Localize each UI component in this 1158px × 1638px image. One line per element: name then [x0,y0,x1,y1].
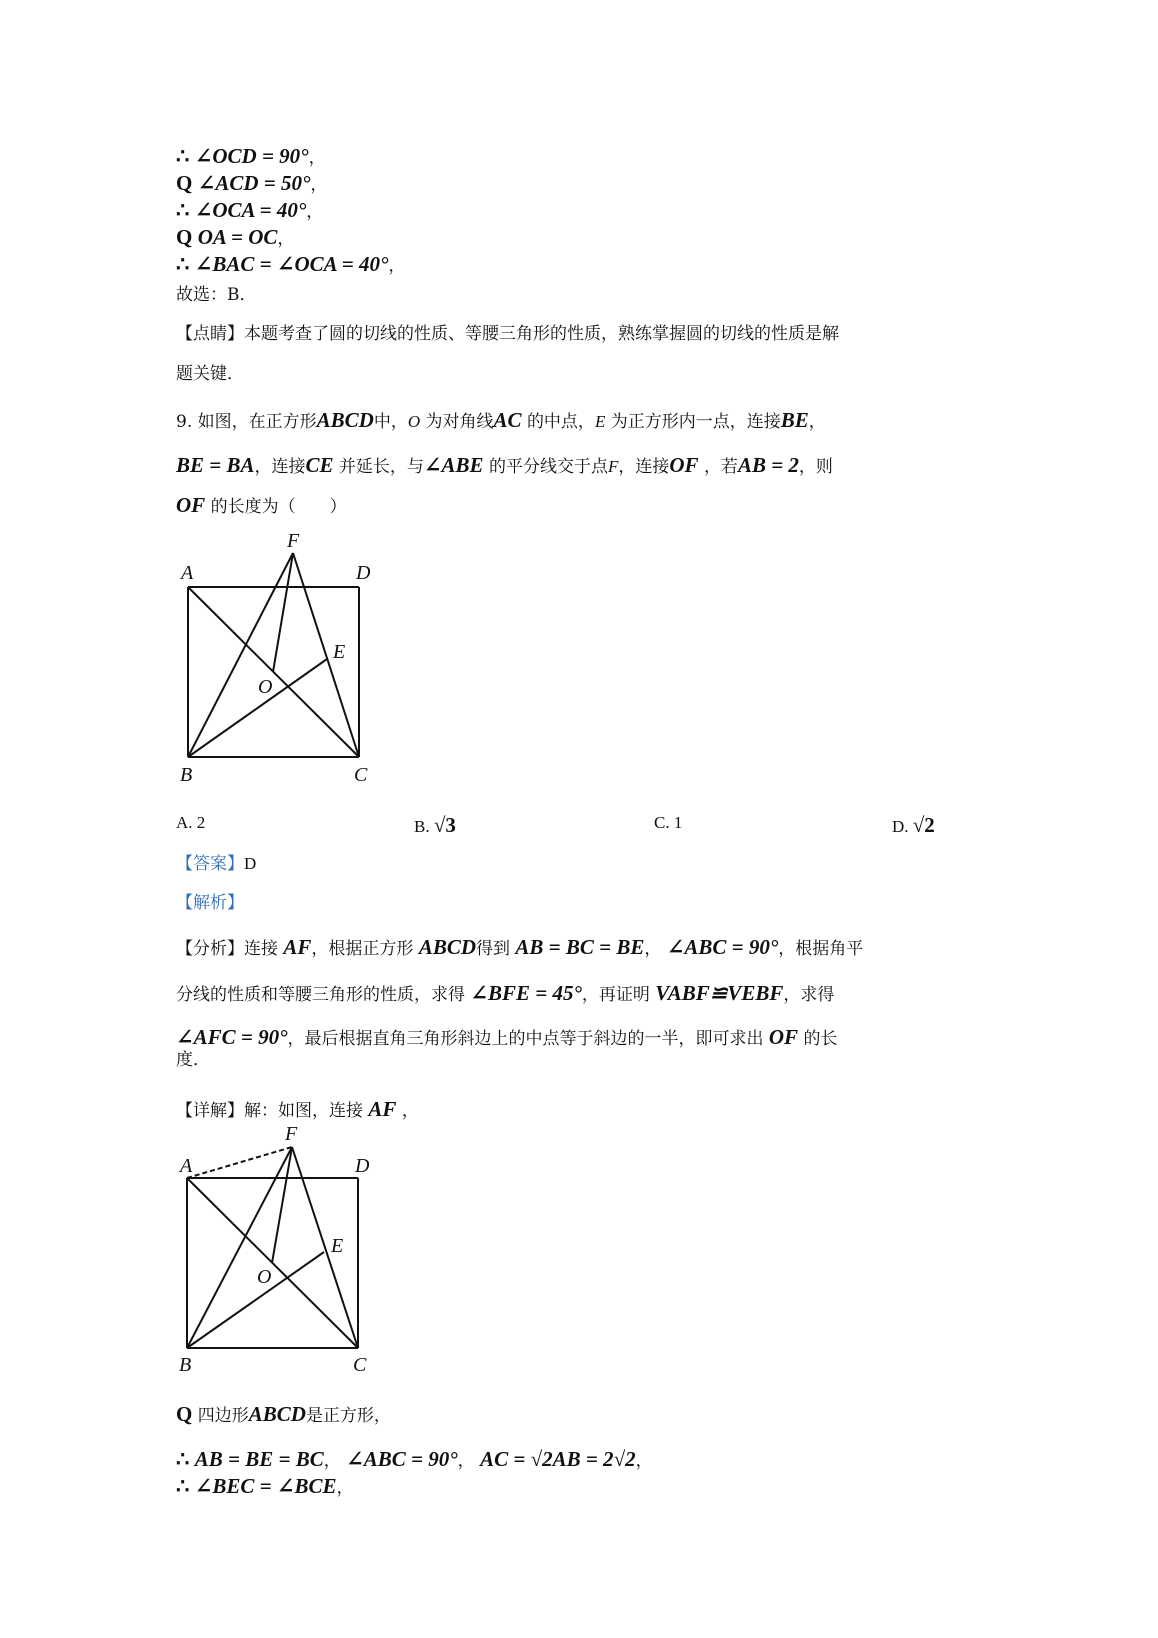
option-d: D. √2 [892,813,935,837]
solution-line-4: Q OA = OC， [176,225,295,249]
analysis-section-label: 【解析】 [176,893,244,913]
segment-CF [293,553,359,757]
comment-line-2: 题关键． [176,364,244,384]
label-F: F [285,1123,298,1145]
solution-line-1: ∴ ∠OCD = 90°， [176,144,326,168]
choice-line: 故选：B． [176,285,257,305]
answer-label: 【答案】 [176,854,244,874]
label-E: E [333,641,346,663]
label-D: D [356,562,371,584]
segment-BE [188,659,327,757]
segment-BE [187,1252,324,1348]
comment-label: 【点睛】 [176,324,244,344]
solution-line-3: ∴ ∠OCA = 40°， [176,198,324,222]
geometry-figure-solution [178,1123,370,1376]
label-B: B [180,764,193,786]
label-B: B [179,1354,192,1376]
detail-line-4: ∴ ∠BEC = ∠BCE， [176,1474,354,1498]
label-D: D [355,1155,370,1177]
label-O: O [257,1266,272,1288]
math-expression: OA = OC [197,225,278,249]
solution-line-5: ∴ ∠BAC = ∠OCA = 40°， [176,252,406,276]
math-expression: ∠OCA = 40° [194,198,307,222]
question-number: 9. [176,412,193,432]
analysis-line-2: 分线的性质和等腰三角形的性质，求得 ∠BFE = 45°，再证明 VABF≌VEBF，求得 [176,981,835,1005]
label-O: O [258,676,273,698]
analysis-line-1: 【分析】连接 AF，根据正方形 ABCD得到 AB = BC = BE， ∠ABC = 90°，根据角平 [176,935,864,959]
option-c: C. 1 [654,813,683,832]
detail-label: 【详解】 [176,1101,244,1121]
detail-line-3: ∴ AB = BE = BC， ∠ABC = 90°， AC = √2AB = 2√2， [176,1447,653,1471]
option-b: B. √3 [414,813,456,837]
comment-line-1: 【点睛】本题考查了圆的切线的性质、等腰三角形的性质，熟练掌握圆的切线的性质是解 [176,324,839,344]
label-C: C [354,764,368,786]
question-line-2: BE = BA，连接CE 并延长，与∠ABE 的平分线交于点F，连接OF ，若AB = 2，则 [176,453,833,477]
answer-value: D [244,854,257,873]
label-F: F [287,530,300,552]
analysis-line-4: 度． [176,1050,210,1070]
label-A: A [181,562,194,584]
segment-BF [188,553,293,757]
dashed-segment-AF [187,1147,292,1178]
math-expression: ∠ACD = 50° [197,171,311,195]
question-line-1: 9. 如图，在正方形ABCD中，O 为对角线AC 的中点，E 为正方形内一点，连接BE， [176,408,826,432]
analysis-label: 【分析】 [176,939,244,959]
solution-line-2: Q ∠ACD = 50°， [176,171,328,195]
math-expression: ∠OCD = 90° [194,144,309,168]
analysis-line-3: ∠AFC = 90°，最后根据直角三角形斜边上的中点等于斜边的一半，即可求出 OF 的长 [176,1025,838,1049]
option-a: A. 2 [176,813,206,832]
detail-line-2: Q 四边形ABCD是正方形， [176,1402,391,1426]
answer-line [176,852,256,876]
label-A: A [180,1155,193,1177]
math-expression: ∠BAC = ∠OCA = 40° [194,252,389,276]
question-line-3: OF 的长度为（ ） [176,493,347,517]
detail-line-1: 【详解】解：如图，连接 AF ， [176,1097,419,1121]
label-E: E [331,1235,344,1257]
label-C: C [353,1354,367,1376]
